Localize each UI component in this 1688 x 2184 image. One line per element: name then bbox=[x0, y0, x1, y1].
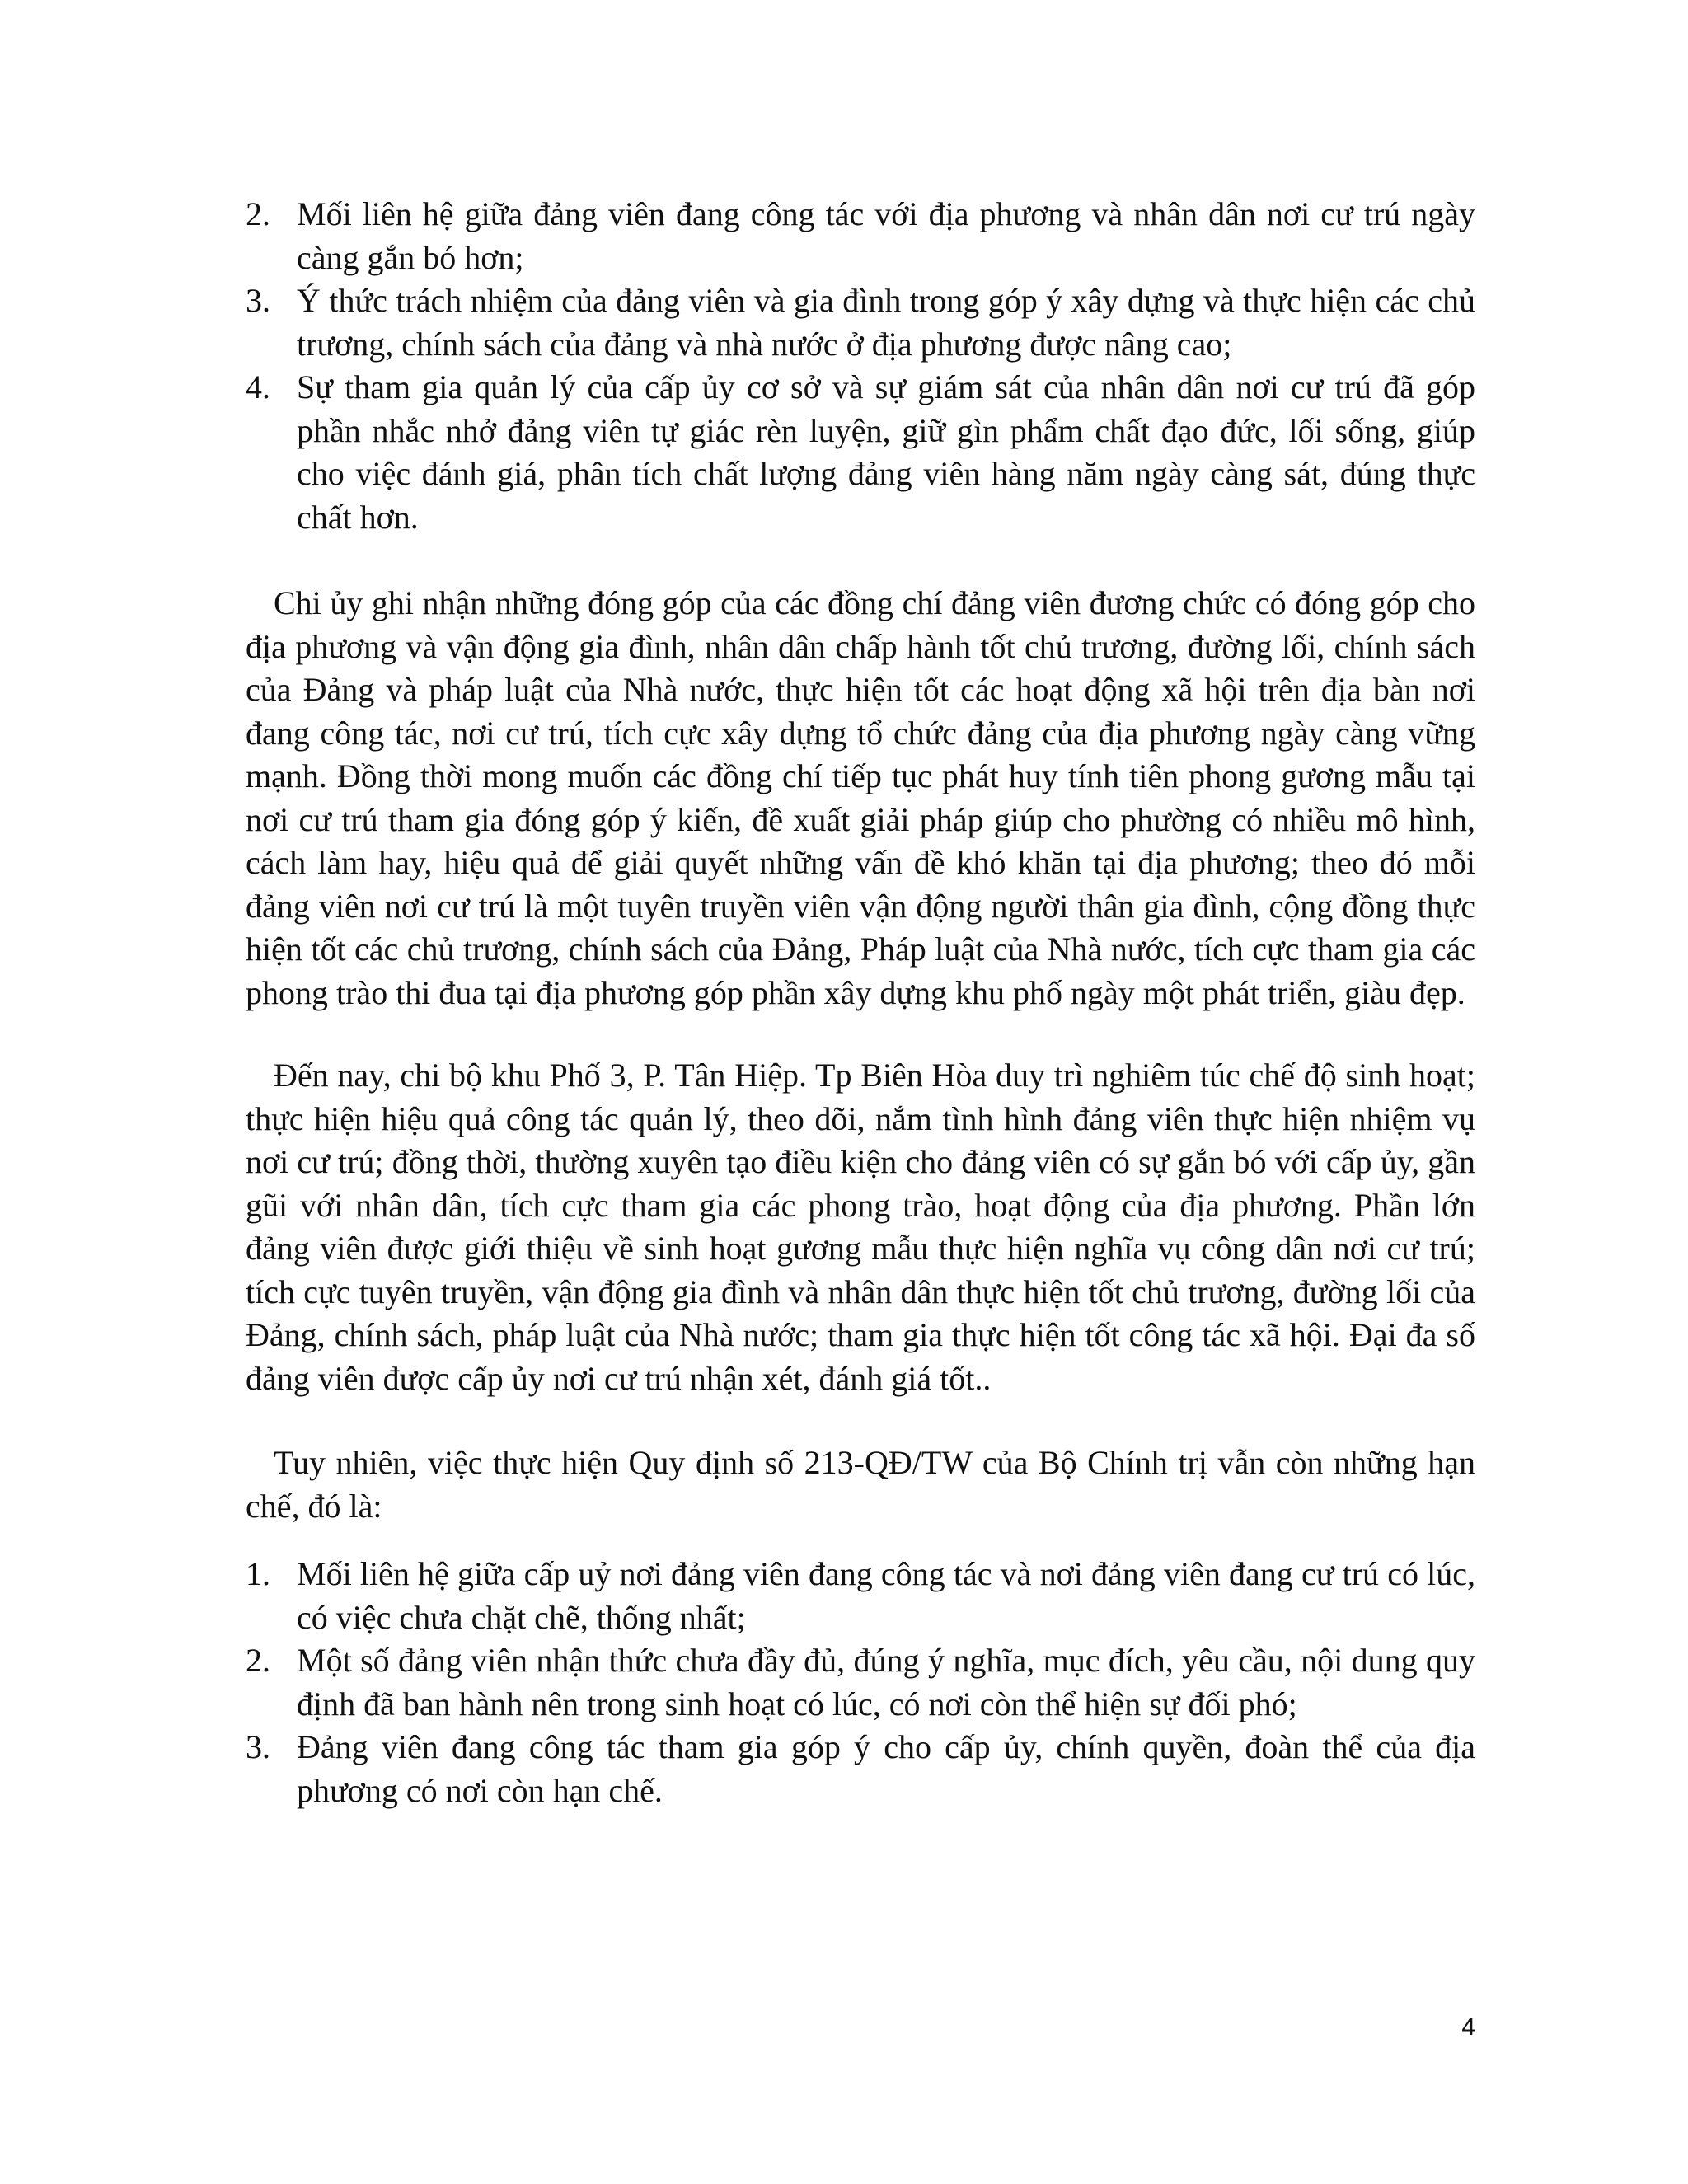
list-item bbox=[246, 1553, 1475, 1639]
limitations-list bbox=[246, 1553, 1475, 1812]
list-item-text: Mối liên hệ giữa đảng viên đang công tác với địa phương và nhân dân nơi cư trú ngày càng gắn bó hơn; bbox=[297, 195, 1475, 276]
list-item-text: Một số đảng viên nhận thức chưa đầy đủ, đúng ý nghĩa, mục đích, yêu cầu, nội dung quy định đã ban hành nên trong sinh hoạt có lúc, có nơi còn thể hiện sự đối phó; bbox=[297, 1642, 1475, 1722]
achievements-list bbox=[246, 193, 1475, 539]
list-item bbox=[246, 366, 1475, 539]
list-item-text: Sự tham gia quản lý của cấp ủy cơ sở và sự giám sát của nhân dân nơi cư trú đã góp phần nhắc nhở đảng viên tự giác rèn luyện, giữ gìn phẩm chất đạo đức, lối sống, giúp cho việc đánh giá, phân tích chất lượng đảng viên hàng năm ngày càng sát, đúng thực chất hơn. bbox=[297, 368, 1475, 536]
list-number: 3. bbox=[246, 1728, 270, 1765]
list-number: 4. bbox=[246, 368, 270, 405]
list-number: 1. bbox=[246, 1555, 270, 1592]
page-number: 4 bbox=[1461, 2013, 1475, 2041]
list-item bbox=[246, 1726, 1475, 1812]
list-item bbox=[246, 279, 1475, 366]
list-item bbox=[246, 193, 1475, 279]
list-number: 2. bbox=[246, 195, 270, 232]
paragraph-limitations-intro: Tuy nhiên, việc thực hiện Quy định số 213-QĐ/TW của Bộ Chính trị vẫn còn những hạn chế, đó là: bbox=[246, 1444, 1475, 1525]
list-item-text: Đảng viên đang công tác tham gia góp ý cho cấp ủy, chính quyền, đoàn thể của địa phương có nơi còn hạn chế. bbox=[297, 1728, 1475, 1809]
list-number: 2. bbox=[246, 1642, 270, 1679]
list-item bbox=[246, 1639, 1475, 1726]
document-body bbox=[246, 193, 1475, 1812]
paragraph-recognition: Chi ủy ghi nhận những đóng góp của các đồng chí đảng viên đương chức có đóng góp cho địa phương và vận động gia đình, nhân dân chấp hành tốt chủ trương, đường lối, chính sách của Đảng và pháp luật của Nhà nước, thực hiện tốt các hoạt động xã hội trên địa bàn nơi đang công tác, nơi cư trú, tích cực xây dựng tổ chức đảng của địa phương ngày càng vững mạnh. Đồng thời mong muốn các đồng chí tiếp tục phát huy tính tiên phong gương mẫu tại nơi cư trú tham gia đóng góp ý kiến, đề xuất giải pháp giúp cho phường có nhiều mô hình, cách làm hay, hiệu quả để giải quyết những vấn đề khó khăn tại địa phương; theo đó mỗi đảng viên nơi cư trú là một tuyên truyền viên vận động người thân gia đình, cộng đồng thực hiện tốt các chủ trương, chính sách của Đảng, Pháp luật của Nhà nước, tích cực tham gia các phong trào thi đua tại địa phương góp phần xây dựng khu phố ngày một phát triển, giàu đẹp. bbox=[246, 584, 1475, 1011]
list-item-text: Mối liên hệ giữa cấp uỷ nơi đảng viên đang công tác và nơi đảng viên đang cư trú có lúc, có việc chưa chặt chẽ, thống nhất; bbox=[297, 1555, 1475, 1636]
paragraph-current-status: Đến nay, chi bộ khu Phố 3, P. Tân Hiệp. Tp Biên Hòa duy trì nghiêm túc chế độ sinh hoạt; thực hiện hiệu quả công tác quản lý, theo dõi, nắm tình hình đảng viên thực hiện nhiệm vụ nơi cư trú; đồng thời, thường xuyên tạo điều kiện cho đảng viên có sự gắn bó với cấp ủy, gần gũi với nhân dân, tích cực tham gia các phong trào, hoạt động của địa phương. Phần lớn đảng viên được giới thiệu về sinh hoạt gương mẫu thực hiện nghĩa vụ công dân nơi cư trú; tích cực tuyên truyền, vận động gia đình và nhân dân thực hiện tốt chủ trương, đường lối của Đảng, chính sách, pháp luật của Nhà nước; tham gia thực hiện tốt công tác xã hội. Đại đa số đảng viên được cấp ủy nơi cư trú nhận xét, đánh giá tốt.. bbox=[246, 1057, 1475, 1397]
list-item-text: Ý thức trách nhiệm của đảng viên và gia đình trong góp ý xây dựng và thực hiện các chủ trương, chính sách của đảng và nhà nước ở địa phương được nâng cao; bbox=[297, 282, 1475, 363]
list-number: 3. bbox=[246, 282, 270, 319]
